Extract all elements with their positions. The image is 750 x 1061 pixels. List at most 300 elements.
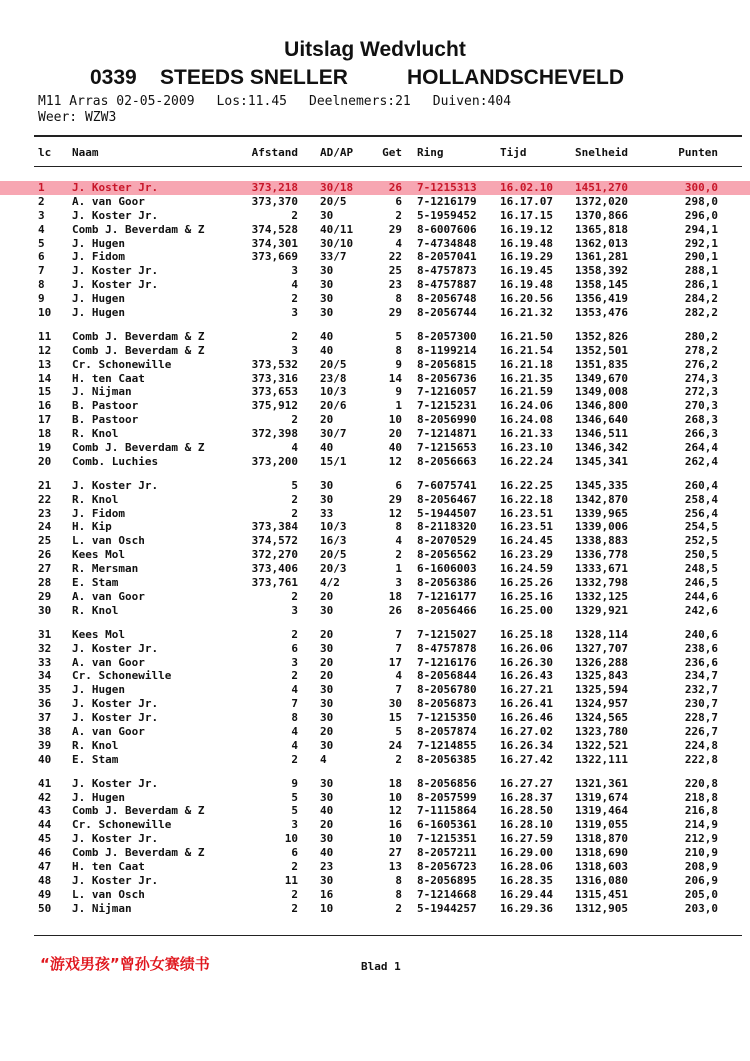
cell-tijd: 16.26.46 (500, 711, 553, 725)
club-code: 0339 (90, 66, 137, 89)
cell-naam: J. Koster Jr. (72, 776, 159, 790)
cell-ring: 7-1214855 (417, 738, 477, 752)
cell-afstand: 2 (291, 492, 298, 506)
cell-get: 29 (388, 222, 402, 236)
cell-punten: 254,5 (684, 520, 718, 534)
cell-tijd: 16.24.06 (500, 399, 553, 413)
col-tijd: Tijd (500, 146, 527, 159)
table-row (0, 818, 750, 832)
cell-nr: 25 (38, 534, 52, 548)
cell-get: 8 (395, 292, 402, 306)
cell-snelheid: 1327,707 (575, 641, 628, 655)
cell-ap: 30 (320, 492, 334, 506)
table-row (0, 292, 750, 306)
cell-punten: 292,1 (684, 236, 718, 250)
table-row (0, 874, 750, 888)
cell-ap: 40 (320, 343, 334, 357)
cell-get: 14 (388, 371, 402, 385)
cell-punten: 203,0 (684, 901, 718, 915)
cell-tijd: 16.23.51 (500, 520, 553, 534)
cell-get: 1 (395, 562, 402, 576)
cell-ap: 30 (320, 208, 334, 222)
cell-punten: 244,6 (684, 589, 718, 603)
cell-ring: 7-1215350 (417, 711, 477, 725)
cell-ring: 8-4757878 (417, 641, 477, 655)
cell-punten: 282,2 (684, 306, 718, 320)
cell-tijd: 16.27.42 (500, 752, 553, 766)
cell-ap: 30 (320, 478, 334, 492)
cell-naam: Cr. Schonewille (72, 818, 172, 832)
cell-nr: 17 (38, 413, 52, 427)
cell-snelheid: 1332,125 (575, 589, 628, 603)
table-row (0, 669, 750, 683)
cell-tijd: 16.25.16 (500, 589, 553, 603)
cell-ring: 5-1959452 (417, 208, 477, 222)
cell-afstand: 11 (284, 873, 298, 887)
table-row (0, 278, 750, 292)
cell-ring: 7-1215313 (417, 181, 477, 194)
cell-punten: 250,5 (684, 548, 718, 562)
cell-ap: 10/3 (320, 385, 347, 399)
cell-tijd: 16.21.54 (500, 343, 553, 357)
cell-naam: Comb J. Beverdam & Z (72, 441, 205, 455)
table-row (0, 902, 750, 916)
table-row (0, 753, 750, 767)
cell-afstand: 10 (284, 832, 298, 846)
cell-snelheid: 1319,674 (575, 790, 628, 804)
cell-afstand: 373,370 (251, 194, 298, 208)
cell-get: 17 (388, 655, 402, 669)
cell-tijd: 16.27.59 (500, 832, 553, 846)
cell-ap: 30/18 (320, 181, 354, 194)
cell-naam: Comb J. Beverdam & Z (72, 222, 205, 236)
cell-ring: 7-1216179 (417, 194, 477, 208)
cell-naam: H. ten Caat (72, 371, 145, 385)
cell-tijd: 16.21.50 (500, 329, 553, 343)
cell-snelheid: 1346,342 (575, 441, 628, 455)
cell-ring: 8-2056844 (417, 669, 477, 683)
cell-get: 22 (388, 250, 402, 264)
table-row (0, 804, 750, 818)
cell-ap: 15/1 (320, 454, 347, 468)
cell-naam: J. Koster Jr. (72, 478, 159, 492)
cell-nr: 42 (38, 790, 52, 804)
page-number: Blad 1 (361, 960, 401, 973)
cell-punten: 208,9 (684, 859, 718, 873)
cell-nr: 7 (38, 264, 45, 278)
cell-naam: J. Koster Jr. (72, 832, 159, 846)
table-row (0, 250, 750, 264)
cell-nr: 36 (38, 697, 52, 711)
cell-naam: J. Hugen (72, 683, 125, 697)
cell-naam: J. Nijman (72, 385, 132, 399)
cell-ring: 7-1216176 (417, 655, 477, 669)
cell-ap: 30 (320, 278, 334, 292)
cell-nr: 39 (38, 738, 52, 752)
cell-get: 1 (395, 399, 402, 413)
cell-afstand: 374,528 (251, 222, 298, 236)
cell-punten: 252,5 (684, 534, 718, 548)
cell-naam: J. Koster Jr. (72, 697, 159, 711)
cell-ring: 6-1605361 (417, 818, 477, 832)
cell-naam: J. Koster Jr. (72, 278, 159, 292)
cell-ap: 20 (320, 627, 334, 641)
group-spacer (0, 320, 750, 330)
cell-naam: A. van Goor (72, 724, 145, 738)
table-row (0, 791, 750, 805)
cell-afstand: 2 (291, 627, 298, 641)
cell-afstand: 2 (291, 901, 298, 915)
cell-naam: R. Knol (72, 492, 119, 506)
cell-naam: Kees Mol (72, 627, 125, 641)
table-row (0, 330, 750, 344)
cell-afstand: 373,200 (251, 454, 298, 468)
group-spacer (0, 469, 750, 479)
cell-naam: L. van Osch (72, 887, 145, 901)
cell-ring: 7-6075741 (417, 478, 477, 492)
cell-snelheid: 1318,870 (575, 832, 628, 846)
cell-ring: 8-2056815 (417, 357, 477, 371)
cell-ring: 8-2056780 (417, 683, 477, 697)
cell-afstand: 4 (291, 724, 298, 738)
cell-punten: 228,7 (684, 711, 718, 725)
cell-tijd: 16.27.21 (500, 683, 553, 697)
cell-tijd: 16.19.48 (500, 236, 553, 250)
cell-ring: 8-2056723 (417, 859, 477, 873)
cell-naam: R. Mersman (72, 562, 139, 576)
cell-snelheid: 1319,055 (575, 818, 628, 832)
cell-ring: 8-2056990 (417, 413, 477, 427)
cell-nr: 22 (38, 492, 52, 506)
cell-tijd: 16.28.06 (500, 859, 553, 873)
cell-naam: J. Fidom (72, 250, 125, 264)
cell-naam: J. Koster Jr. (72, 181, 159, 194)
cell-punten: 218,8 (684, 790, 718, 804)
cell-punten: 258,4 (684, 492, 718, 506)
cell-ap: 20/5 (320, 194, 347, 208)
cell-afstand: 3 (291, 818, 298, 832)
cell-afstand: 4 (291, 278, 298, 292)
cell-tijd: 16.21.35 (500, 371, 553, 385)
table-row (0, 209, 750, 223)
cell-get: 40 (388, 441, 402, 455)
cell-ring: 8-6007606 (417, 222, 477, 236)
cell-snelheid: 1324,957 (575, 697, 628, 711)
cell-tijd: 16.25.26 (500, 576, 553, 590)
cell-snelheid: 1326,288 (575, 655, 628, 669)
cell-ring: 8-2056467 (417, 492, 477, 506)
cell-get: 15 (388, 711, 402, 725)
cell-snelheid: 1324,565 (575, 711, 628, 725)
table-row (0, 413, 750, 427)
cell-snelheid: 1362,013 (575, 236, 628, 250)
cell-naam: R. Knol (72, 738, 119, 752)
cell-get: 9 (395, 357, 402, 371)
cell-afstand: 373,532 (251, 357, 298, 371)
cell-afstand: 2 (291, 329, 298, 343)
cell-snelheid: 1339,965 (575, 506, 628, 520)
cell-ap: 10/3 (320, 520, 347, 534)
cell-afstand: 3 (291, 306, 298, 320)
cell-get: 2 (395, 208, 402, 222)
cell-afstand: 4 (291, 683, 298, 697)
cell-naam: J. Koster Jr. (72, 208, 159, 222)
cell-ap: 4 (320, 752, 327, 766)
cell-nr: 28 (38, 576, 52, 590)
cell-nr: 43 (38, 804, 52, 818)
cell-naam: E. Stam (72, 752, 119, 766)
table-row (0, 237, 750, 251)
cell-afstand: 6 (291, 641, 298, 655)
cell-afstand: 373,406 (251, 562, 298, 576)
cell-ring: 8-2118320 (417, 520, 477, 534)
cell-tijd: 16.24.08 (500, 413, 553, 427)
cell-tijd: 16.29.44 (500, 887, 553, 901)
cell-get: 9 (395, 385, 402, 399)
cell-punten: 226,7 (684, 724, 718, 738)
cell-ap: 23/8 (320, 371, 347, 385)
cell-punten: 276,2 (684, 357, 718, 371)
cell-ap: 20/3 (320, 562, 347, 576)
header-divider (34, 166, 742, 167)
cell-nr: 11 (38, 329, 52, 343)
cell-naam: R. Knol (72, 603, 119, 617)
cell-nr: 40 (38, 752, 52, 766)
cell-snelheid: 1321,361 (575, 776, 628, 790)
col-nr: lc (38, 146, 52, 159)
cell-naam: Comb J. Beverdam & Z (72, 846, 205, 860)
cell-snelheid: 1358,392 (575, 264, 628, 278)
cell-get: 4 (395, 669, 402, 683)
cell-afstand: 373,653 (251, 385, 298, 399)
cell-snelheid: 1332,798 (575, 576, 628, 590)
col-punten: Punten (678, 146, 718, 159)
cell-snelheid: 1370,866 (575, 208, 628, 222)
cell-naam: Comb J. Beverdam & Z (72, 343, 205, 357)
cell-tijd: 16.26.41 (500, 697, 553, 711)
cell-punten: 212,9 (684, 832, 718, 846)
cell-punten: 234,7 (684, 669, 718, 683)
cell-nr: 47 (38, 859, 52, 873)
table-row (0, 507, 750, 521)
cell-naam: J. Koster Jr. (72, 264, 159, 278)
cell-punten: 298,0 (684, 194, 718, 208)
cell-tijd: 16.23.10 (500, 441, 553, 455)
cell-tijd: 16.23.29 (500, 548, 553, 562)
cell-snelheid: 1372,020 (575, 194, 628, 208)
cell-ap: 16/3 (320, 534, 347, 548)
cell-ring: 8-2056744 (417, 306, 477, 320)
cell-nr: 49 (38, 887, 52, 901)
cell-afstand: 2 (291, 752, 298, 766)
cell-tijd: 16.24.59 (500, 562, 553, 576)
cell-ap: 30 (320, 832, 334, 846)
table-header (0, 146, 750, 162)
table-row (0, 385, 750, 399)
cell-punten: 256,4 (684, 506, 718, 520)
cell-snelheid: 1322,111 (575, 752, 628, 766)
cell-naam: Comb J. Beverdam & Z (72, 804, 205, 818)
cell-tijd: 16.19.29 (500, 250, 553, 264)
cell-snelheid: 1325,594 (575, 683, 628, 697)
cell-get: 6 (395, 478, 402, 492)
cell-snelheid: 1365,818 (575, 222, 628, 236)
cell-ring: 8-2057300 (417, 329, 477, 343)
cell-punten: 300,0 (684, 181, 718, 194)
table-row (0, 306, 750, 320)
cell-get: 23 (388, 278, 402, 292)
cell-afstand: 3 (291, 655, 298, 669)
cell-ap: 20 (320, 413, 334, 427)
cell-tijd: 16.25.00 (500, 603, 553, 617)
participants: Deelnemers:21 (309, 94, 411, 109)
cell-ring: 7-1214668 (417, 887, 477, 901)
cell-naam: B. Pastoor (72, 413, 139, 427)
table-row (0, 534, 750, 548)
cell-punten: 224,8 (684, 738, 718, 752)
cell-punten: 284,2 (684, 292, 718, 306)
top-divider (34, 135, 742, 137)
cell-tijd: 16.25.18 (500, 627, 553, 641)
cell-punten: 296,0 (684, 208, 718, 222)
cell-afstand: 2 (291, 506, 298, 520)
cell-ring: 8-4757873 (417, 264, 477, 278)
cell-nr: 3 (38, 208, 45, 222)
bottom-divider (34, 935, 742, 936)
cell-ring: 7-1215231 (417, 399, 477, 413)
cell-snelheid: 1329,921 (575, 603, 628, 617)
cell-snelheid: 1315,451 (575, 887, 628, 901)
cell-naam: H. Kip (72, 520, 112, 534)
cell-get: 20 (388, 427, 402, 441)
cell-nr: 8 (38, 278, 45, 292)
cell-nr: 33 (38, 655, 52, 669)
cell-naam: H. ten Caat (72, 859, 145, 873)
cell-punten: 266,3 (684, 427, 718, 441)
cell-ap: 20 (320, 724, 334, 738)
cell-nr: 24 (38, 520, 52, 534)
table-row (0, 656, 750, 670)
cell-snelheid: 1351,835 (575, 357, 628, 371)
table-row (0, 427, 750, 441)
cell-ap: 4/2 (320, 576, 340, 590)
cell-naam: Cr. Schonewille (72, 357, 172, 371)
cell-afstand: 6 (291, 846, 298, 860)
cell-snelheid: 1328,114 (575, 627, 628, 641)
cell-nr: 12 (38, 343, 52, 357)
cell-nr: 15 (38, 385, 52, 399)
cell-afstand: 2 (291, 413, 298, 427)
cell-nr: 44 (38, 818, 52, 832)
cell-ap: 30 (320, 711, 334, 725)
cell-afstand: 4 (291, 738, 298, 752)
cell-punten: 216,8 (684, 804, 718, 818)
table-row (0, 739, 750, 753)
cell-snelheid: 1346,800 (575, 399, 628, 413)
cell-punten: 238,6 (684, 641, 718, 655)
cell-nr: 2 (38, 194, 45, 208)
cell-naam: J. Koster Jr. (72, 641, 159, 655)
cell-get: 6 (395, 194, 402, 208)
cell-snelheid: 1346,511 (575, 427, 628, 441)
cell-punten: 260,4 (684, 478, 718, 492)
club-name: STEEDS SNELLER (160, 66, 348, 89)
cell-afstand: 5 (291, 804, 298, 818)
cell-tijd: 16.27.27 (500, 776, 553, 790)
cell-snelheid: 1318,603 (575, 859, 628, 873)
table-row (0, 725, 750, 739)
cell-get: 12 (388, 804, 402, 818)
cell-tijd: 16.02.10 (500, 181, 553, 194)
cell-tijd: 16.17.15 (500, 208, 553, 222)
cell-nr: 35 (38, 683, 52, 697)
cell-get: 16 (388, 818, 402, 832)
cell-get: 12 (388, 506, 402, 520)
cell-ring: 8-2056466 (417, 603, 477, 617)
table-row (0, 372, 750, 386)
cell-nr: 18 (38, 427, 52, 441)
cell-nr: 34 (38, 669, 52, 683)
cell-ap: 16 (320, 887, 334, 901)
cell-get: 13 (388, 859, 402, 873)
table-row (0, 777, 750, 791)
cell-afstand: 2 (291, 887, 298, 901)
cell-get: 2 (395, 752, 402, 766)
cell-ap: 20 (320, 655, 334, 669)
cell-ring: 8-2056748 (417, 292, 477, 306)
cell-punten: 220,8 (684, 776, 718, 790)
cell-get: 10 (388, 790, 402, 804)
cell-get: 8 (395, 873, 402, 887)
cell-ap: 30 (320, 790, 334, 804)
cell-punten: 278,2 (684, 343, 718, 357)
cell-get: 18 (388, 589, 402, 603)
cell-get: 10 (388, 413, 402, 427)
race-info (38, 94, 533, 109)
cell-nr: 37 (38, 711, 52, 725)
cell-nr: 26 (38, 548, 52, 562)
cell-naam: J. Hugen (72, 236, 125, 250)
cell-tijd: 16.21.33 (500, 427, 553, 441)
race-name: M11 Arras 02-05-2009 (38, 94, 195, 109)
cell-afstand: 373,316 (251, 371, 298, 385)
cell-tijd: 16.22.24 (500, 454, 553, 468)
cell-get: 7 (395, 627, 402, 641)
cell-naam: Cr. Schonewille (72, 669, 172, 683)
cell-ring: 7-1216177 (417, 589, 477, 603)
cell-ap: 40 (320, 804, 334, 818)
club-header (0, 66, 750, 92)
cell-punten: 286,1 (684, 278, 718, 292)
cell-naam: J. Hugen (72, 790, 125, 804)
cell-punten: 270,3 (684, 399, 718, 413)
table-row (0, 493, 750, 507)
cell-ap: 30/7 (320, 427, 347, 441)
cell-snelheid: 1338,883 (575, 534, 628, 548)
cell-punten: 262,4 (684, 454, 718, 468)
cell-ring: 8-2070529 (417, 534, 477, 548)
cell-snelheid: 1352,826 (575, 329, 628, 343)
cell-punten: 264,4 (684, 441, 718, 455)
cell-ring: 5-1944257 (417, 901, 477, 915)
cell-punten: 206,9 (684, 873, 718, 887)
cell-tijd: 16.28.10 (500, 818, 553, 832)
cell-nr: 16 (38, 399, 52, 413)
cell-naam: R. Knol (72, 427, 119, 441)
table-row (0, 628, 750, 642)
cell-ring: 7-1115864 (417, 804, 477, 818)
cell-ap: 30 (320, 738, 334, 752)
